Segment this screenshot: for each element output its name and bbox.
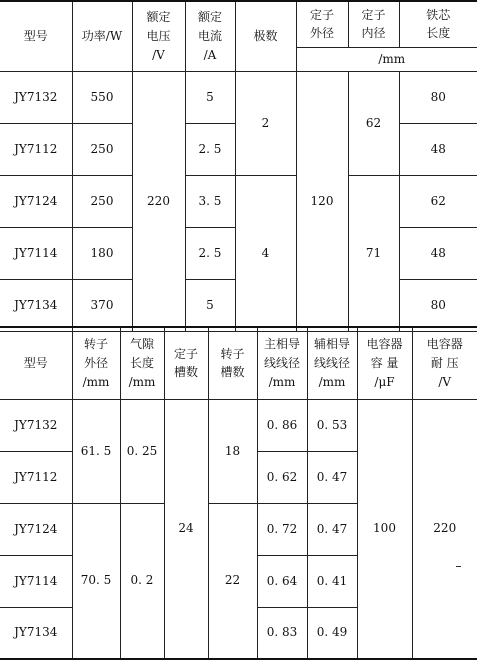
header-capacitance-line2: 容 量 [370,355,399,370]
header-core-length-line2: 长度 [426,26,451,41]
air-gap-cell-group1: 0. 25 [120,399,164,503]
header-capacitance-line3: /μF [374,374,395,389]
header-air-gap-line1: 气隙 [129,337,154,352]
header-rated-voltage-line3: /V [152,47,165,62]
header-rotor-od-line2: 外径 [83,355,108,370]
main-wire-cell: 0. 72 [257,503,307,555]
header-model: 型号 [0,327,72,399]
main-wire-cell: 0. 86 [257,399,307,451]
model-cell: JY7124 [0,175,72,227]
current-cell: 2. 5 [185,227,235,279]
header-main-wire [257,327,307,399]
air-gap-cell-group2: 0. 2 [120,503,164,659]
model-cell: JY7134 [0,279,72,331]
aux-wire-cell: 0. 47 [307,451,357,503]
header-rated-voltage [132,1,185,71]
header-air-gap-line3: /mm [128,374,156,389]
power-cell: 370 [72,279,132,331]
model-cell: JY7114 [0,555,72,607]
current-cell: 5 [185,279,235,331]
aux-wire-cell: 0. 47 [307,503,357,555]
header-rotor-od [72,327,120,399]
core-length-cell: 48 [399,227,477,279]
core-length-cell: 62 [399,175,477,227]
model-cell: JY7112 [0,451,72,503]
main-wire-cell: 0. 83 [257,607,307,659]
header-stator-id [348,1,399,47]
stator-od-cell: 120 [296,71,348,331]
header-cap-voltage-line3: /V [438,374,452,389]
header-stator-id-line1: 定子 [361,7,386,22]
aux-wire-cell: 0. 53 [307,399,357,451]
header-rotor-slots [208,327,257,399]
header-stator-id-line2: 内径 [361,26,386,41]
capacitance-cell: 100 [357,399,412,659]
header-capacitance [357,327,412,399]
header-stator-od-line2: 外径 [309,26,334,41]
header-cap-voltage-line2: 耐 压 [430,355,459,370]
table-row [0,175,477,227]
header-aux-wire-line1: 辅相导 [313,337,350,352]
power-cell: 250 [72,175,132,227]
header-rated-current-line1: 额定 [197,10,222,25]
header-stator-od [296,1,348,47]
header-cap-voltage-line1: 电容器 [426,337,463,352]
header-rotor-od-line1: 转子 [83,337,108,352]
rotor-slots-cell-group2: 22 [208,503,257,659]
header-rated-current-line2: 电流 [197,28,222,43]
main-wire-cell: 0. 64 [257,555,307,607]
header-stator-slots [164,327,208,399]
header-rotor-slots-line1: 转子 [220,346,245,361]
aux-wire-cell: 0. 49 [307,607,357,659]
power-cell: 550 [72,71,132,123]
header-main-wire-line3: /mm [268,374,296,389]
header-poles: 极数 [235,1,296,71]
cap-voltage-cell: 220 [412,399,477,659]
header-air-gap-line2: 长度 [129,355,154,370]
header-rated-voltage-line1: 额定 [146,10,171,25]
rated-voltage-cell: 220 [132,71,185,331]
power-cell: 250 [72,123,132,175]
header-air-gap [120,327,164,399]
model-cell: JY7134 [0,607,72,659]
header-aux-wire-line2: 线线径 [313,355,350,370]
header-rotor-od-line3: /mm [82,374,110,389]
aux-wire-cell: 0. 41 [307,555,357,607]
core-length-cell: 80 [399,279,477,331]
header-rotor-slots-line2: 槽数 [220,365,245,380]
stator-slots-cell: 24 [164,399,208,659]
header-capacitance-line1: 电容器 [366,337,403,352]
header-main-wire-line1: 主相导 [263,337,300,352]
model-cell: JY7132 [0,399,72,451]
header-core-length-line1: 铁芯 [426,7,451,22]
header-stator-slots-line1: 定子 [173,346,198,361]
header-aux-wire-line3: /mm [318,374,346,389]
header-unit-mm: /mm [296,47,477,71]
stator-id-cell-group2: 71 [348,175,399,331]
header-aux-wire [307,327,357,399]
current-cell: 2. 5 [185,123,235,175]
stator-id-cell-group1: 62 [348,71,399,175]
model-cell: JY7132 [0,71,72,123]
main-wire-cell: 0. 62 [257,451,307,503]
table-row [0,71,477,123]
header-model: 型号 [0,1,72,71]
header-rated-voltage-line2: 电压 [146,28,171,43]
header-cap-voltage [412,327,477,399]
scan-mark [456,566,461,567]
rotor-od-cell-group2: 70. 5 [72,503,120,659]
header-rated-current-line3: /A [203,47,217,62]
table-row [0,399,477,451]
header-power: 功率/W [72,1,132,71]
header-core-length [399,1,477,47]
power-cell: 180 [72,227,132,279]
header-main-wire-line2: 线线径 [263,355,300,370]
header-stator-od-line1: 定子 [309,7,334,22]
poles-cell-group1: 2 [235,71,296,175]
model-cell: JY7114 [0,227,72,279]
rotor-slots-cell-group1: 18 [208,399,257,503]
header-stator-slots-line2: 槽数 [173,365,198,380]
poles-cell-group2: 4 [235,175,296,331]
rotor-od-cell-group1: 61. 5 [72,399,120,503]
header-rated-current [185,1,235,71]
current-cell: 5 [185,71,235,123]
model-cell: JY7112 [0,123,72,175]
core-length-cell: 80 [399,71,477,123]
current-cell: 3. 5 [185,175,235,227]
model-cell: JY7124 [0,503,72,555]
core-length-cell: 48 [399,123,477,175]
motor-spec-table-2 [0,326,477,660]
